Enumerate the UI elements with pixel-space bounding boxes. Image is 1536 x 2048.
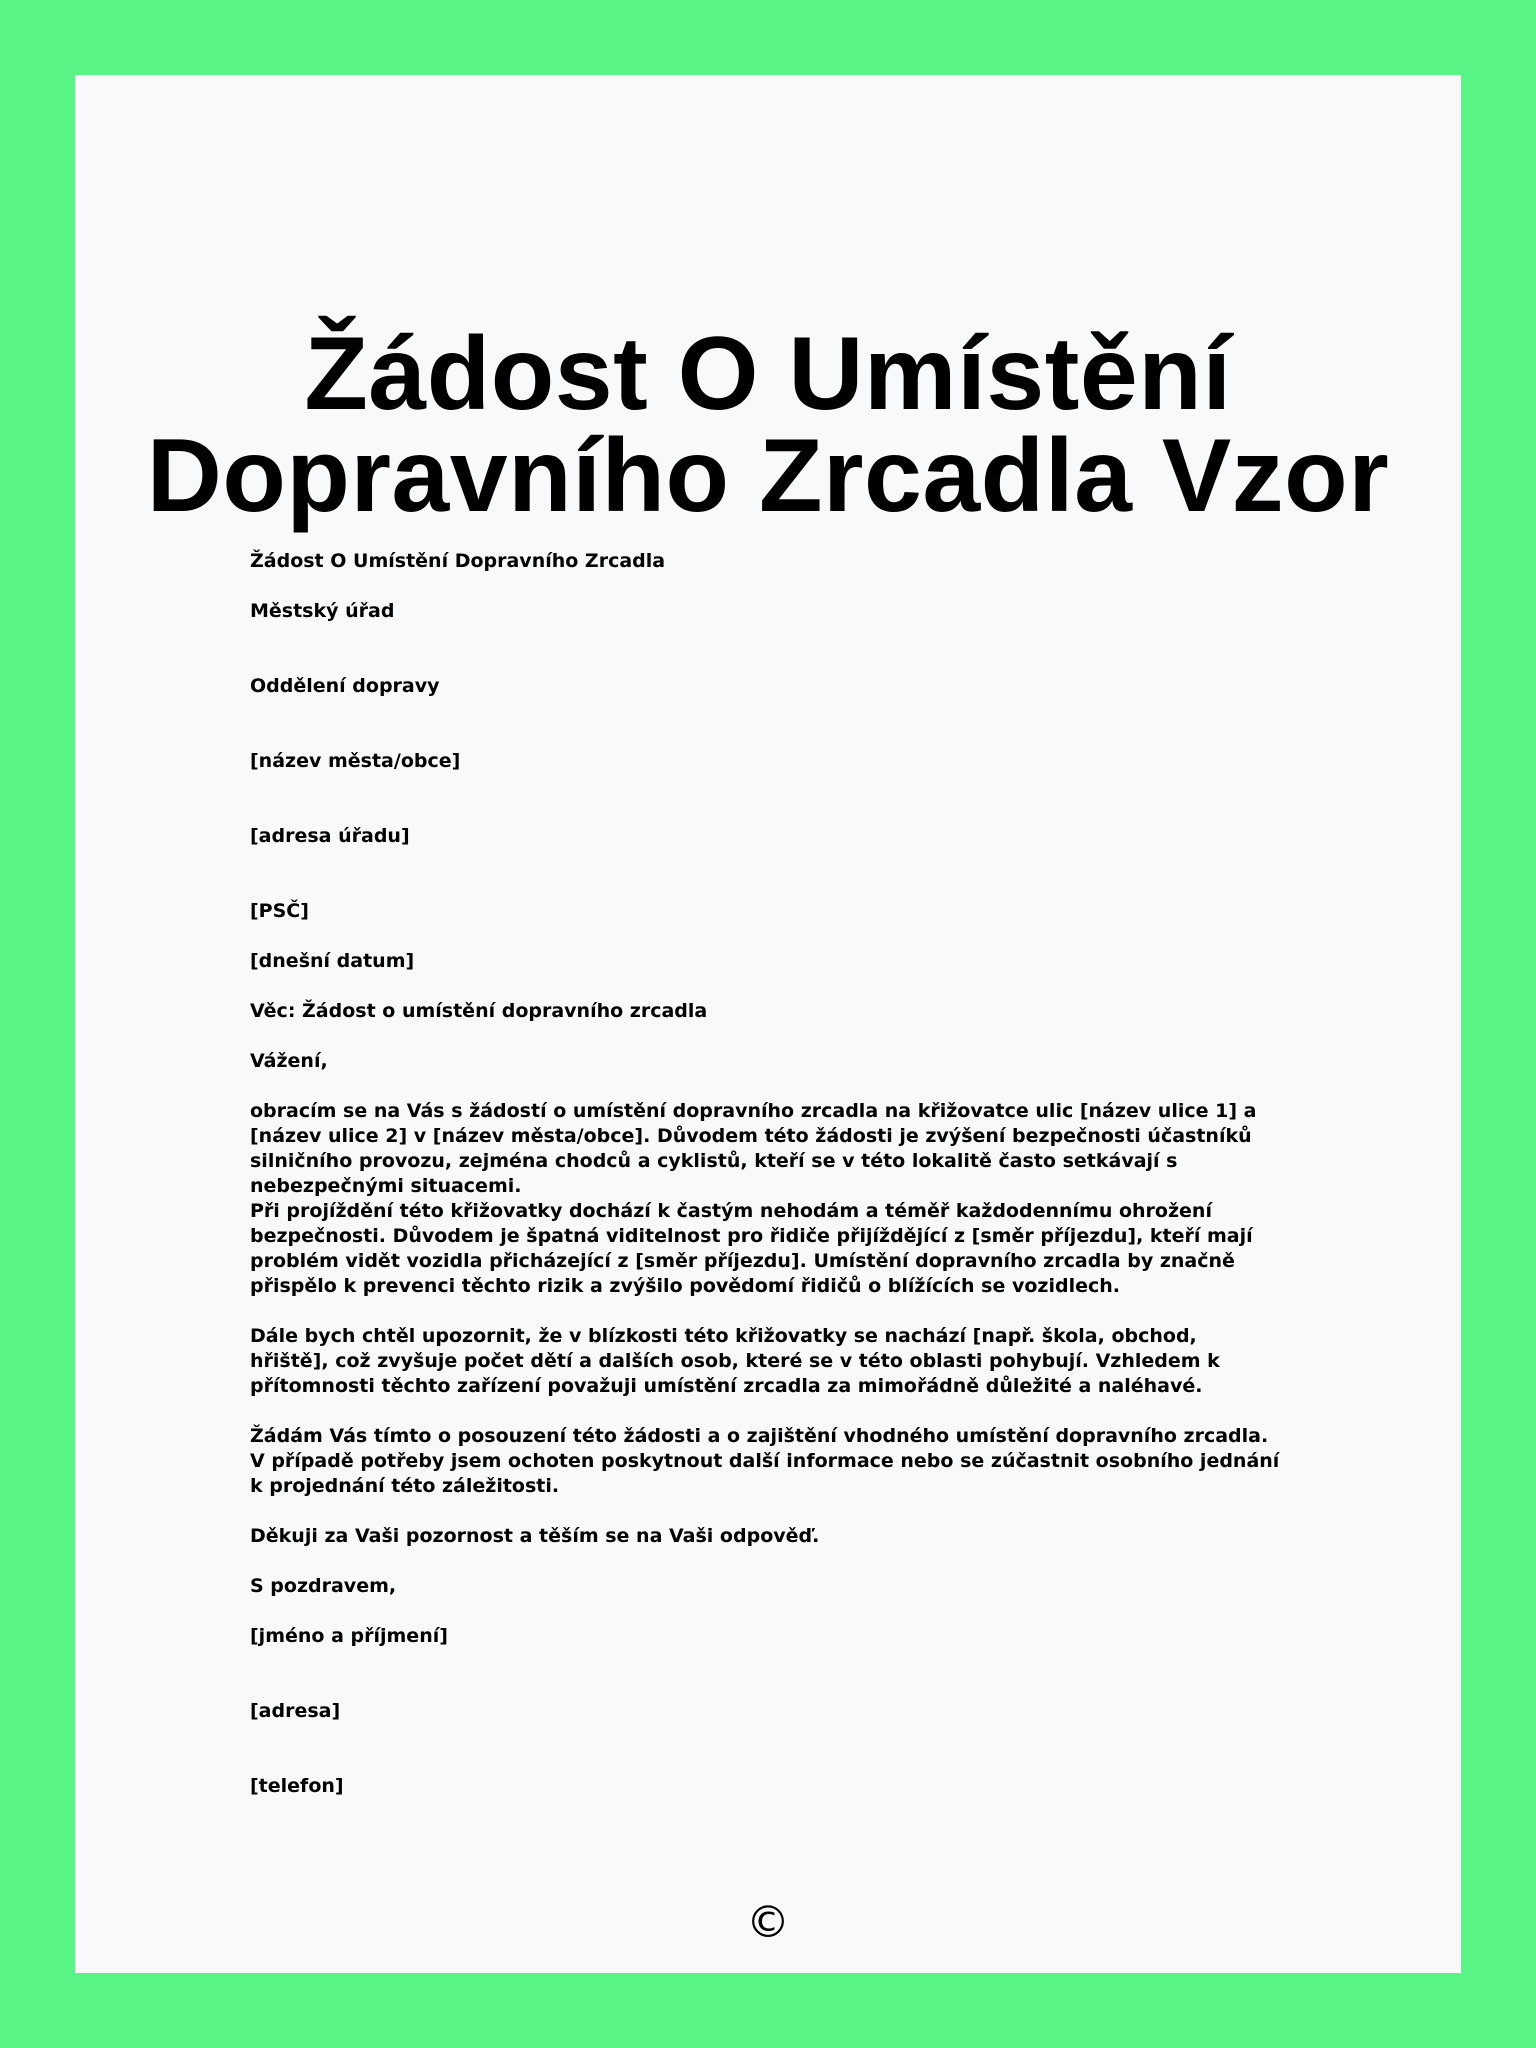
letter-paragraph: Při projíždění této křižovatky dochází k častým nehodám a téměř každodennímu ohrožení bezpečnosti. Důvodem je špatná viditelnost pro řidiče přijíždějící z [směr příjezdu], kteří mají problém vidět vozidla přicházející z [směr příjezdu]. Umístění dopravního zrcadla by značně přispělo k prevenci těchto rizik a zvýšilo povědomí řidičů o blížících se vozidlech. — [250, 1200, 1253, 1297]
title-line-1: Žádost O Umístění — [304, 316, 1232, 432]
recipient-office: Městský úřad — [250, 600, 395, 622]
document-title — [75, 316, 1461, 534]
sender-name: [jméno a příjmení] — [250, 1625, 448, 1647]
recipient-department: Oddělení dopravy — [250, 675, 440, 697]
letter-paragraph: Žádám Vás tímto o posouzení této žádosti a o zajištění vhodného umístění dopravního zrcadla. V případě potřeby jsem ochoten poskytnout další informace nebo se zúčastnit osobního jednání k projednání této záležitosti. — [250, 1425, 1280, 1497]
recipient-postal-code: [PSČ] — [250, 900, 309, 922]
letter-subject: Věc: Žádost o umístění dopravního zrcadla — [250, 1000, 708, 1022]
recipient-address: [adresa úřadu] — [250, 825, 410, 847]
letter-paragraph: obracím se na Vás s žádostí o umístění dopravního zrcadla na křižovatce ulic [název ulice 1] a [název ulice 2] v [název města/obce]. Důvodem této žádosti je zvýšení bezpečnosti účastníků silničního provozu, zejména chodců a cyklistů, kteří se v této lokalitě často setkávají s nebezpečnými situacemi. — [250, 1100, 1257, 1197]
title-line-2: Dopravního Zrcadla Vzor — [146, 418, 1390, 534]
sender-phone: [telefon] — [250, 1775, 344, 1797]
letter-closing: S pozdravem, — [250, 1575, 397, 1597]
sender-address: [adresa] — [250, 1700, 341, 1722]
letter-thanks: Děkuji za Vaši pozornost a těším se na Vaši odpověď. — [250, 1525, 820, 1547]
recipient-city: [název města/obce] — [250, 750, 461, 772]
letter-salutation: Vážení, — [250, 1050, 328, 1072]
document-page — [75, 75, 1461, 1973]
letter-paragraph: Dále bych chtěl upozornit, že v blízkosti této křižovatky se nachází [např. škola, obchod, hřiště], což zvyšuje počet dětí a dalších osob, které se v této oblasti pohybují. Vzhledem k přítomnosti těchto zařízení považuji umístění zrcadla za mimořádně důležité a naléhavé. — [250, 1325, 1220, 1397]
letter-date: [dnešní datum] — [250, 950, 415, 972]
letter-heading: Žádost O Umístění Dopravního Zrcadla — [250, 550, 666, 572]
copyright-icon: © — [746, 1897, 790, 1948]
